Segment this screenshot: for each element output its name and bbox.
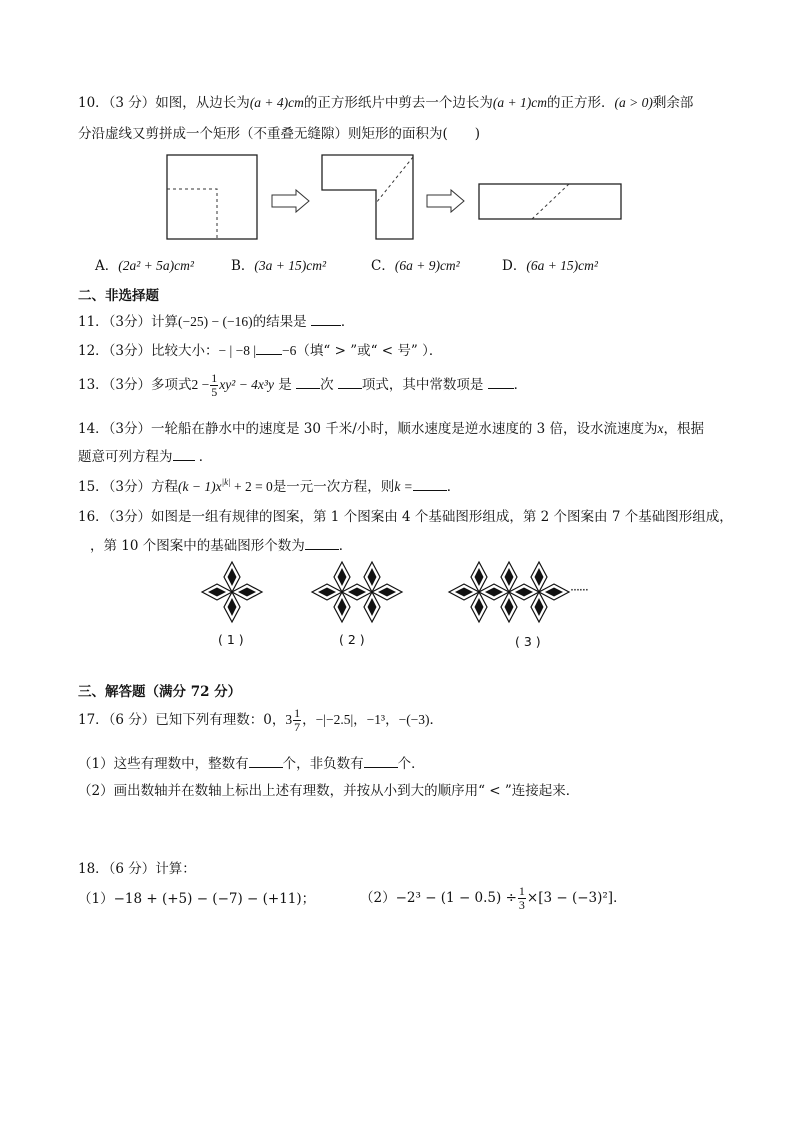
q17-part1 xyxy=(78,755,425,773)
section-3-heading: 三、解答题（满分 72 分） xyxy=(78,684,242,700)
q17-part2: （2）画出数轴并在数轴上标出上述有理数，并按从小到大的顺序用“ < ”连接起来． xyxy=(78,783,580,799)
q17-text: （1）这些有理数中，整数有 xyxy=(78,756,249,772)
cut-line xyxy=(167,189,217,239)
q10-option-b[interactable] xyxy=(231,257,326,275)
q11-expr: (−25) − (−16) xyxy=(178,314,253,329)
q10-line2: 分沿虚线又剪拼成一个矩形（不重叠无缝隙）则矩形的面积为( ) xyxy=(78,126,481,142)
q12-text: （填“ > ”或“ < 号” ）． xyxy=(296,343,443,359)
option-letter: D． xyxy=(502,258,527,274)
q13-text: 项式，其中常数项是 xyxy=(361,377,484,393)
option-expr: (3a + 15)cm² xyxy=(254,258,327,273)
q13-expr: 2 − xyxy=(191,377,210,392)
fraction-denominator: 5 xyxy=(211,385,218,399)
q14-line1 xyxy=(78,420,704,438)
q14-text: 14．（3分）一轮船在静水中的速度是 30 千米/小时，顺水速度是逆水速度的 3 倍，设水流速度为 xyxy=(78,421,658,437)
option-expr: (2a² + 5a)cm² xyxy=(118,258,194,273)
fraction-numerator: 1 xyxy=(518,884,525,898)
q15-exponent: |k| xyxy=(221,477,231,487)
q14-answer-blank[interactable] xyxy=(173,448,195,461)
q13-terms-blank[interactable] xyxy=(338,376,362,389)
q10-option-c[interactable] xyxy=(371,257,460,275)
q10-option-d[interactable] xyxy=(502,257,598,275)
q16-text: ，第 10 个图案中的基础图形个数为 xyxy=(90,538,305,554)
q10-text: 剩余部 xyxy=(652,95,694,111)
q12-answer-blank[interactable] xyxy=(256,342,282,355)
q18-part1: （1）−18 + (+5) − (−7) − (+11)； xyxy=(78,891,316,907)
fraction-numerator: 1 xyxy=(294,706,301,720)
q11-text: 的结果是 xyxy=(252,314,307,330)
q12-text: 12．（3分）比较大小： xyxy=(78,343,219,359)
q18-text: ×[3 − (−3)²]． xyxy=(526,890,627,906)
q17-nonneg-count-blank[interactable] xyxy=(364,755,398,768)
q10-figure xyxy=(0,150,794,240)
q14-text: 题意可列方程为 xyxy=(78,449,173,465)
option-letter: A． xyxy=(95,258,119,274)
q13-expr: xy² − 4x³y xyxy=(219,377,274,392)
q10-text: 的正方形． xyxy=(547,95,615,111)
q15 xyxy=(78,478,460,496)
q16-pattern-figure xyxy=(0,560,794,630)
q11 xyxy=(78,313,354,331)
option-expr: (6a + 15)cm² xyxy=(526,258,598,273)
q13 xyxy=(78,370,527,400)
q15-end: ． xyxy=(446,479,461,495)
q13-fraction xyxy=(210,372,218,399)
q15-expr: + 2 = 0 xyxy=(230,479,273,494)
q18-text: （2）−2³ − (1 − 0.5) ÷ xyxy=(360,890,517,906)
arrow-icon xyxy=(272,190,309,212)
q17-stem xyxy=(78,705,443,735)
section-2-heading: 二、非选择题 xyxy=(78,288,159,304)
pattern-dots: ······ xyxy=(570,582,588,597)
q10-line1 xyxy=(78,94,693,112)
q14-end: ． xyxy=(198,449,213,465)
q18-part2 xyxy=(360,883,627,913)
q11-text: 11．（3分）计算 xyxy=(78,314,179,330)
q10-text: 10．（3 分）如图，从边长为 xyxy=(78,95,250,111)
q13-text: 次 xyxy=(320,377,334,393)
q16-line2 xyxy=(90,537,352,555)
q17-fraction xyxy=(293,707,301,734)
q17-text: 17．（6 分）已知下列有理数：0， xyxy=(78,712,286,728)
caption-3: ( 3 ) xyxy=(515,634,541,649)
pattern-3 xyxy=(449,562,569,622)
q10-text: 的正方形纸片中剪去一个边长为 xyxy=(303,95,493,111)
option-expr: (6a + 9)cm² xyxy=(394,258,460,273)
arrow-icon xyxy=(427,190,464,212)
q15-answer-blank[interactable] xyxy=(413,478,447,491)
pattern-2 xyxy=(312,562,402,622)
q17-text: 个． xyxy=(397,756,425,772)
fraction-numerator: 1 xyxy=(211,371,218,385)
caption-2: ( 2 ) xyxy=(339,632,365,647)
option-letter: B． xyxy=(231,258,255,274)
pattern-1 xyxy=(202,562,262,622)
q10-expr-inner: (a + 1)cm xyxy=(492,95,547,110)
option-letter: C． xyxy=(371,258,395,274)
q10-option-a[interactable] xyxy=(95,257,194,275)
l-shape xyxy=(322,155,413,239)
q16-line1: 16．（3分）如图是一组有规律的图案，第 1 个图案由 4 个基础图形组成，第 2 个图案由 7 个基础图形组成， xyxy=(78,509,733,525)
q17-integer-count-blank[interactable] xyxy=(249,755,283,768)
q13-text: 是 xyxy=(278,377,292,393)
q13-constant-blank[interactable] xyxy=(488,376,514,389)
q15-expr: k = xyxy=(394,479,413,494)
q15-text: 是一元一次方程，则 xyxy=(272,479,395,495)
q13-degree-blank[interactable] xyxy=(296,376,320,389)
q15-text: 15．（3分）方程 xyxy=(78,479,179,495)
q18-stem: 18．（6 分）计算： xyxy=(78,861,196,877)
q15-expr: (k − 1)x xyxy=(178,479,222,494)
q13-text: 13．（3分）多项式 xyxy=(78,377,192,393)
q16-answer-blank[interactable] xyxy=(305,537,339,550)
q10-expr-outer: (a + 4)cm xyxy=(249,95,304,110)
mixed-number-whole: 3 xyxy=(285,712,293,727)
q11-end: ． xyxy=(340,314,355,330)
q14-line2 xyxy=(78,448,212,466)
q11-answer-blank[interactable] xyxy=(311,313,341,326)
q13-end: ． xyxy=(513,377,528,393)
q17-text: 个，非负数有 xyxy=(282,756,364,772)
l-shape-cut xyxy=(376,157,413,203)
big-square xyxy=(167,155,257,239)
q17-numbers: ，−|−2.5|，−1³，−(−3)． xyxy=(302,712,444,727)
q18-fraction xyxy=(518,885,526,912)
fraction-denominator: 3 xyxy=(518,898,525,912)
q14-text: ，根据 xyxy=(663,421,704,437)
q16-end: ． xyxy=(338,538,353,554)
q12-expr-left: − | −8 | xyxy=(218,343,257,358)
fraction-denominator: 7 xyxy=(294,720,301,734)
rectangle-cut xyxy=(532,184,569,219)
q12 xyxy=(78,342,442,360)
q14-variable: x xyxy=(657,421,664,436)
q12-expr-right: −6 xyxy=(282,343,297,358)
caption-1: ( 1 ) xyxy=(218,632,244,647)
q10-condition: (a > 0) xyxy=(614,95,653,110)
